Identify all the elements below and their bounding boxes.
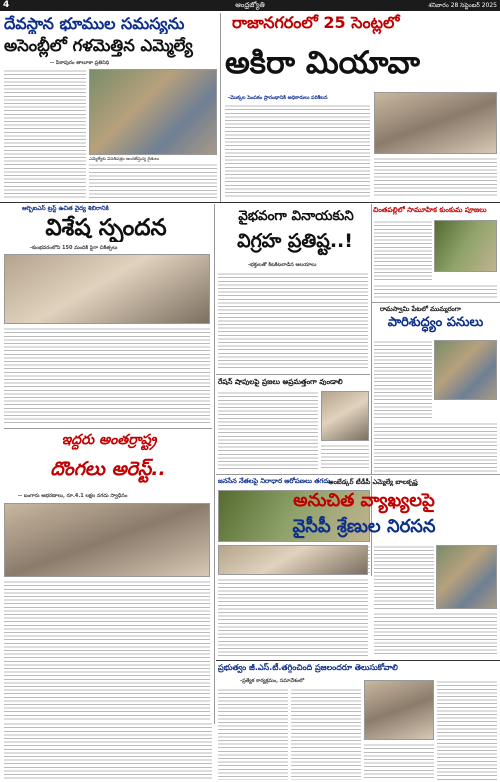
ration-headline: రేషన్ షాపులపై ప్రజలు అప్రమత్తంగా వుండాలి bbox=[218, 377, 343, 386]
gst-body bbox=[218, 688, 288, 780]
akira-photo bbox=[374, 92, 497, 154]
ganesh-sub: -భక్తులతో కిటకిటలాడిన ఆలయాలు bbox=[248, 262, 317, 268]
ganesh-headline-2: విగ్రహ ప్రతిష్ట..! bbox=[237, 230, 353, 252]
ysrcp-kicker: అంబేడ్కర్ టీడీపీ ఎమ్మెల్యే బాలకృష్ణ bbox=[328, 478, 418, 486]
ysrcp-headline-1: అనుచిత వ్యాఖ్యలపై bbox=[293, 490, 435, 511]
gst-body-3 bbox=[364, 743, 434, 780]
temple-caption: ఎమ్మెల్యేకు వినతిపత్రం అందజేస్తున్న రైతులు bbox=[89, 156, 160, 161]
divider bbox=[220, 13, 221, 203]
akira-headline-1: రాజానగరంలో 25 సెంట్లలో bbox=[232, 13, 400, 32]
medical-photo bbox=[4, 254, 210, 324]
divider bbox=[371, 204, 372, 474]
divider bbox=[4, 428, 212, 429]
akira-body-2 bbox=[374, 157, 497, 198]
akira-sub: -మొక్కల పెంపకం ప్రారంభానికి అధికారులు పరిశీలన bbox=[228, 95, 328, 101]
ration-photo bbox=[321, 391, 369, 441]
sanitation-kicker: రామస్వామి పేటలో ముమ్మరంగా bbox=[380, 305, 461, 313]
sanitation-body-2 bbox=[374, 422, 497, 472]
temple-photo bbox=[89, 69, 217, 155]
gst-body-4 bbox=[437, 680, 497, 780]
temple-headline-1: దేవస్థాన భూముల సమస్యను bbox=[4, 14, 185, 33]
temple-headline-2: అసెంబ్లీలో గళమెత్తిన ఎమ్మెల్యే bbox=[4, 36, 193, 55]
sanitation-body bbox=[374, 340, 432, 420]
janasena-headline: జనసేన నేతలపై నిరాధార ఆరోపణలు తగదు bbox=[218, 477, 331, 485]
sanitation-headline: పారిశుద్ధ్యం పనులు bbox=[387, 315, 484, 330]
ysrcp-photo bbox=[436, 545, 497, 609]
thieves-headline-1: ఇద్దరు అంతర్రాష్ట్ర bbox=[61, 432, 157, 448]
kumkuma-photo bbox=[434, 220, 497, 272]
divider bbox=[372, 302, 500, 303]
divider bbox=[0, 202, 500, 203]
thieves-body bbox=[4, 580, 210, 720]
gst-headline: ప్రభుత్వం జీ.ఎస్.టీ.తగ్గించింది ప్రజలందరూ తెలుసుకోవాలి bbox=[218, 663, 398, 672]
divider bbox=[216, 660, 500, 661]
ganesh-body bbox=[218, 272, 368, 370]
divider bbox=[216, 374, 370, 375]
temple-dateline: -- పిఠాపురం తాలూకా ప్రతినిధి bbox=[50, 60, 110, 66]
thieves-sub: -- బంగారు ఆభరణాలు, రూ.4.1 లక్షల నగదు స్వాధీనం bbox=[18, 493, 128, 499]
thieves-photo bbox=[4, 503, 210, 577]
thieves-body-2 bbox=[4, 722, 212, 780]
divider bbox=[214, 204, 215, 724]
akira-headline-2: అకిరా మియావా bbox=[225, 45, 420, 81]
page-number: 4 bbox=[3, 0, 10, 10]
gst-sub: -ప్రత్యేక కార్యక్రమం, సమావేశంలో bbox=[240, 678, 305, 684]
ysrcp-body bbox=[374, 545, 434, 609]
kumkuma-body-2 bbox=[374, 284, 497, 300]
ysrcp-body-2 bbox=[374, 612, 497, 656]
divider bbox=[216, 474, 500, 475]
medical-body bbox=[4, 327, 210, 425]
medical-sub: -కుంభవరంలోని 150 మందికి పైగా చికిత్సలు bbox=[30, 245, 118, 251]
kumkuma-headline: చింతపల్లిలో సామూహిక కుంకుమ పూజలు bbox=[373, 206, 487, 214]
gst-body-2 bbox=[291, 688, 361, 780]
ganesh-headline-1: వైభవంగా వినాయకుని bbox=[238, 208, 354, 224]
temple-body-2 bbox=[89, 163, 217, 199]
thieves-headline-2: దొంగలు అరెస్ట్.. bbox=[50, 458, 166, 480]
akira-body bbox=[225, 104, 370, 198]
medical-kicker: ఆర్బిఐఎస్ ట్రస్ట్ ఉచిత వైద్య శిబిరానికి bbox=[22, 205, 109, 212]
gst-photo bbox=[364, 680, 434, 740]
ration-body-2 bbox=[321, 444, 369, 471]
kumkuma-body bbox=[374, 220, 432, 282]
medical-headline: విశేష స్పందన bbox=[45, 215, 167, 241]
janasena-photo-2 bbox=[218, 545, 368, 575]
ysrcp-headline-2: వైసీపీ శ్రేణుల నిరసన bbox=[292, 516, 436, 537]
sanitation-photo bbox=[434, 340, 497, 400]
janasena-body-2 bbox=[218, 578, 368, 658]
masthead: ఆంధ్రజ్యోతి bbox=[235, 1, 265, 9]
page-date: శనివారం 28 సెప్టెంబర్ 2025 bbox=[428, 2, 497, 9]
temple-body bbox=[4, 69, 86, 199]
ration-body bbox=[218, 391, 318, 471]
